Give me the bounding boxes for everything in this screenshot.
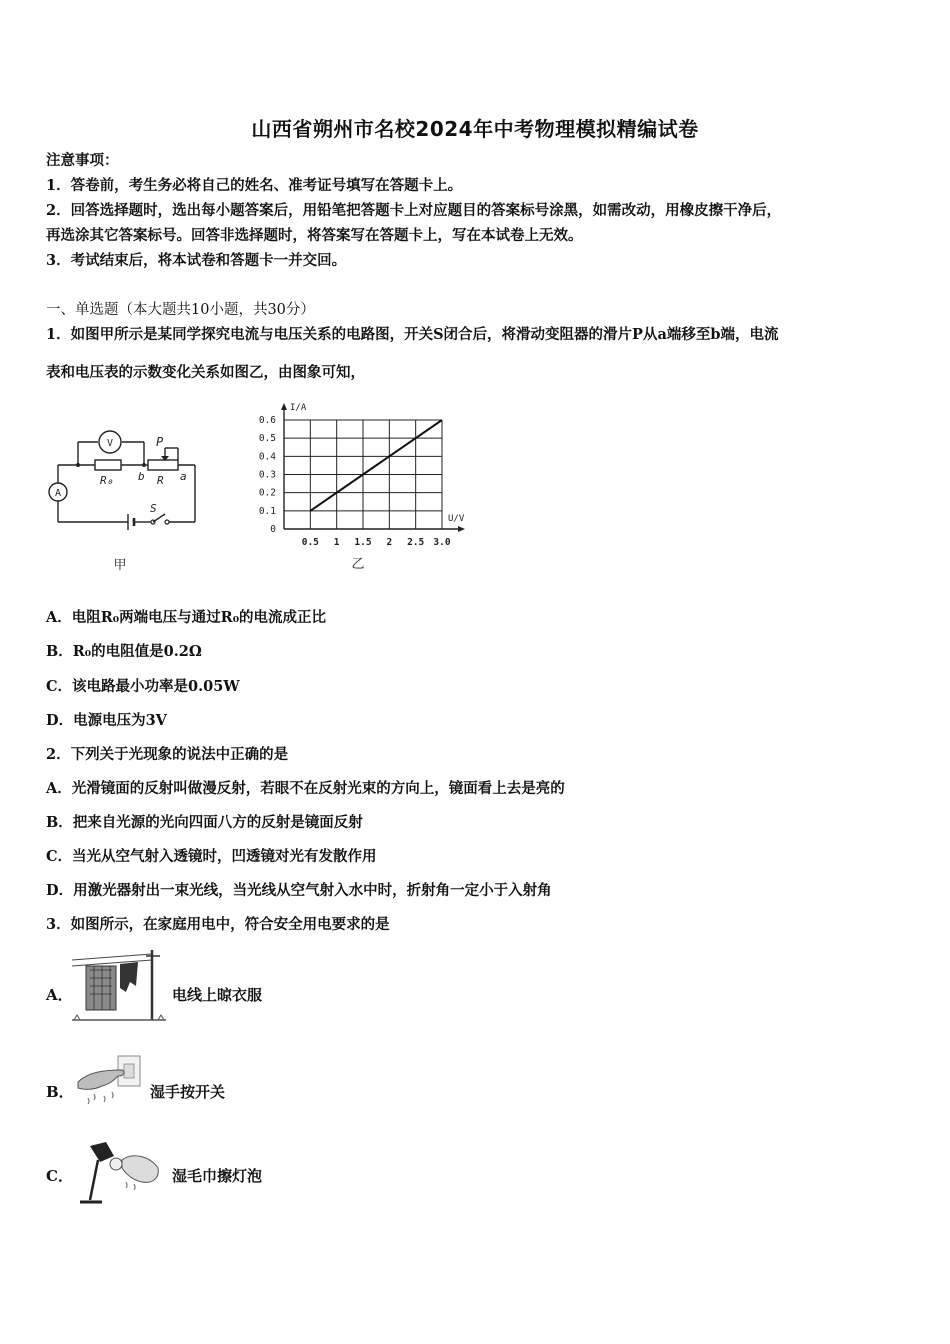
- label-b: b: [138, 470, 145, 483]
- circuit-diagram: [40, 420, 210, 580]
- chart-y-tick-label: 0.3: [258, 469, 276, 481]
- water-drops-icon: [88, 1092, 113, 1104]
- q3-option-c-text: 湿毛巾擦灯泡: [172, 1167, 263, 1185]
- section-heading: 一、单选题（本大题共10小题，共30分）: [46, 302, 315, 318]
- q2-option-a: A．光滑镜面的反射叫做漫反射，若眼不在反射光束的方向上，镜面看上去是亮的: [46, 780, 565, 797]
- lamp-arm: [90, 1160, 98, 1200]
- towel-bulb-illustration: [72, 1138, 167, 1206]
- chart-x-tick-label: 1.5: [354, 537, 372, 548]
- q3-option-a-letter: A．: [46, 986, 73, 1004]
- label-s: S: [150, 502, 157, 515]
- circuit-caption: 甲: [113, 558, 127, 573]
- lamp-shade: [90, 1142, 114, 1162]
- chart-y-tick-label: 0.6: [258, 415, 276, 426]
- label-p: P: [156, 435, 164, 449]
- wet-hand-switch-illustration: [74, 1054, 146, 1116]
- q1-option-b: B．R₀的电阻值是0.2Ω: [46, 643, 202, 660]
- q1-stem-line1: 1．如图甲所示是某同学探究电流与电压关系的电路图，开关S闭合后，将滑动变阻器的滑片P从a端移至b端，电流: [46, 326, 779, 343]
- resistor-r0: [95, 460, 121, 470]
- voltmeter-label: V: [106, 438, 114, 449]
- chart-y-tick-label: 0.5: [258, 433, 276, 445]
- chart-x-arrow-icon: [458, 526, 465, 532]
- q3-option-a-text: 电线上晾衣服: [172, 986, 263, 1004]
- label-r0: R₀: [100, 474, 114, 487]
- q2-option-b: B．把来自光源的光向四面八方的反射是镜面反射: [46, 814, 363, 831]
- q1-option-c: C．该电路最小功率是0.05W: [46, 678, 240, 695]
- q2-option-c: C．当光从空气射入透镜时，凹透镜对光有发散作用: [46, 848, 377, 865]
- q3-stem: 3．如图所示，在家庭用电中，符合安全用电要求的是: [46, 916, 390, 933]
- chart-y-tick-label: 0.2: [258, 487, 276, 499]
- q2-stem: 2．下列关于光现象的说法中正确的是: [46, 746, 289, 763]
- label-a: a: [180, 470, 187, 483]
- q3-option-b-text: 湿手按开关: [150, 1083, 226, 1101]
- q1-option-d: D．电源电压为3V: [46, 712, 167, 729]
- notice-item-1: 1．答卷前，考生务必将自己的姓名、准考证号填写在答题卡上。: [46, 177, 463, 194]
- q3-option-c-letter: C．: [46, 1167, 73, 1185]
- label-r: R: [157, 474, 164, 487]
- clothes-on-wire-illustration: [72, 946, 167, 1024]
- chart-x-tick-label: 0.5: [301, 537, 319, 548]
- chart-y-tick-label: 0: [270, 524, 276, 535]
- chart-x-tick-label: 1: [333, 537, 340, 548]
- page-title: 山西省朔州市名校2024年中考物理模拟精编试卷: [251, 117, 699, 141]
- chart-caption: 乙: [351, 557, 365, 572]
- ammeter-label: A: [54, 488, 62, 499]
- q2-option-d: D．用激光器射出一束光线，当光线从空气射入水中时，折射角一定小于入射角: [46, 882, 552, 899]
- q3-option-b-letter: B．: [46, 1083, 74, 1101]
- notice-item-2-cont: 再选涂其它答案标号。回答非选择题时，将答案写在答题卡上，写在本试卷上无效。: [46, 227, 583, 244]
- iu-chart: [240, 392, 480, 577]
- bulb: [110, 1158, 122, 1170]
- hand: [78, 1070, 124, 1089]
- notice-item-3: 3．考试结束后，将本试卷和答题卡一并交回。: [46, 252, 347, 269]
- chart-y-arrow-icon: [281, 403, 287, 410]
- chart-y-label: I/A: [290, 403, 307, 413]
- chart-x-tick-label: 2: [386, 537, 393, 548]
- q1-option-a: A．电阻R₀两端电压与通过R₀的电流成正比: [46, 609, 327, 626]
- chart-x-tick-label: 2.5: [407, 537, 425, 548]
- notice-heading: 注意事项：: [46, 152, 119, 169]
- chart-series-line: [310, 420, 442, 511]
- towel: [122, 1156, 158, 1183]
- chart-y-tick-label: 0.1: [258, 505, 276, 517]
- switch-s: [153, 514, 165, 522]
- shirt: [86, 966, 116, 1010]
- notice-item-2: 2．回答选择题时，选出每小题答案后，用铅笔把答题卡上对应题目的答案标号涂黑，如需改动，用橡皮擦干净后，: [46, 202, 782, 219]
- dark-garment: [120, 962, 138, 992]
- chart-x-label: U/V: [448, 514, 465, 524]
- q1-stem-line2: 表和电压表的示数变化关系如图乙，由图象可知，: [46, 364, 365, 381]
- chart-x-tick-label: 3.0: [433, 537, 451, 548]
- chart-y-tick-label: 0.4: [258, 451, 276, 463]
- rheostat-r: [148, 460, 178, 470]
